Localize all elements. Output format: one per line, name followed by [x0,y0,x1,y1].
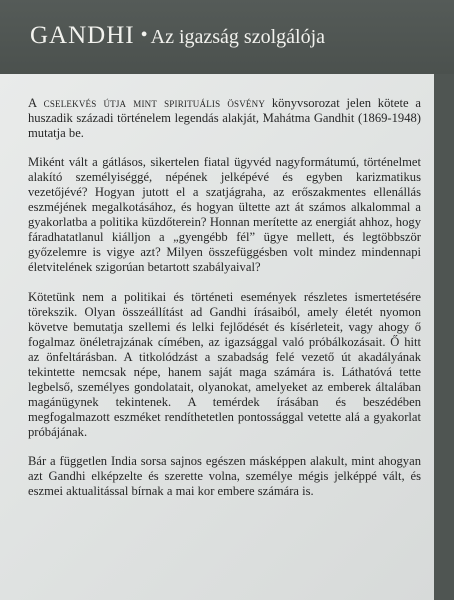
blurb-paragraph-2: Miként vált a gátlásos, sikertelen fiatal ügyvéd nagyformátumú, történelmet alakító személyiséggé, népének jelképévé és egyben karizmatikus vezetőjévé? Hogyan jutott el a szatjágraha, az erőszakmentes ellenállás eszméjének megalkotásához, és hogyan ültette azt át számos alkalommal a gyakorlatba a politika küzdőterein? Honnan merítette az energiát ahhoz, hogy fáradhatatlanul kiálljon a „gyengébb fél” ügye mellett, és legtöbbször győzelemre is vigye azt? Milyen összefüggésben volt mindez mindennapi életvitelének szigorúan betartott szabályaival? [28,155,421,275]
book-title: GANDHI [30,22,135,49]
cover-header [0,0,454,74]
title-separator: • [140,24,148,46]
paragraph-1-text: könyvsorozat jelen kötete a huszadik századi történelem legendás alakját, Mahátma Gandhit (1869-1948) mutatja be. [28,96,421,141]
blurb-panel [0,74,434,600]
blurb-paragraph-1 [28,96,421,141]
book-subtitle: Az igazság szolgálója [150,26,325,48]
blurb-paragraph-3: Kötetünk nem a politikai és történeti események részletes ismertetésére törekszik. Olyan összeállítást ad Gandhi írásaiból, amely életét nyomon követve bemutatja szellemi és lelki fejlődését és kísérleteit, vagy ahogy ő fogalmaz önéletrajzának címében, az igazsággal való próbálkozásait. Ő hitt az önfeltárásban. A titkolódzást a szabadság felé vezető út akadályának tekintette nemcsak népe, hanem saját maga számára is. Láthatóvá tette legbelső, személyes gondolatait, olyanokat, amelyeket az emberek általában magánügynek tekintenek. A temérdek írásában és beszédében megfogalmazott eszméket rendíthetetlen pontossággal vetette alá a gyakorlat próbájának. [28,289,421,439]
series-name: A cselekvés útja mint spirituális ösvény [28,96,266,110]
blurb-text [28,96,421,513]
book-title-line [30,22,325,50]
blurb-paragraph-4: Bár a független India sorsa sajnos egészen másképpen alakult, mint ahogyan azt Gandhi elképzelte és szerette volna, személye mégis jelképpé vált, és eszmei aktualitással bírnak a mai kor embere számára is. [28,453,421,499]
